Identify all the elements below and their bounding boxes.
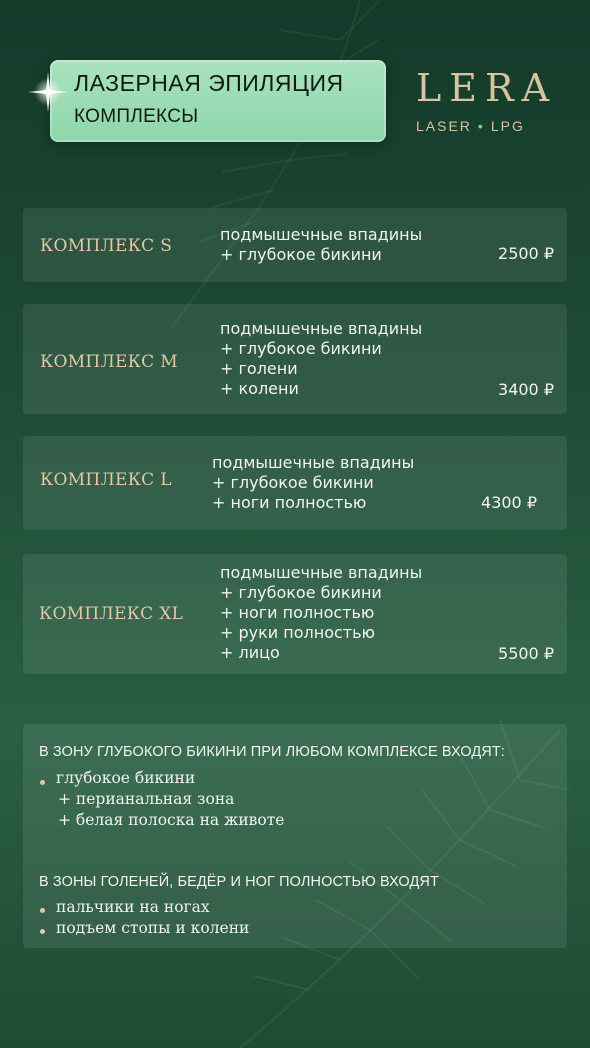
complex-zones: подмышечные впадины + глубокое бикини + ноги полностью — [212, 453, 415, 512]
complex-price: 4300 ₽ — [481, 493, 537, 512]
tagline-lpg: LPG — [490, 118, 525, 134]
complex-price: 5500 ₽ — [498, 644, 554, 663]
bikini-item: глубокое бикини — [56, 769, 196, 787]
brand-logo: LERA — [416, 66, 558, 110]
page-subtitle: КОМПЛЕКСЫ — [74, 106, 199, 127]
brand-tagline — [416, 118, 566, 134]
legs-item: пальчики на ногах — [56, 898, 210, 916]
page-title: ЛАЗЕРНАЯ ЭПИЛЯЦИЯ — [74, 70, 344, 96]
tagline-laser: LASER — [416, 118, 472, 134]
complex-name: КОМПЛЕКС M — [40, 352, 178, 372]
info-box — [23, 724, 567, 948]
bikini-subitem: + перианальная зона — [58, 790, 235, 808]
complex-name: КОМПЛЕКС S — [40, 236, 173, 256]
complex-zones: подмышечные впадины + глубокое бикини + ноги полностью + руки полностью + лицо — [220, 563, 423, 662]
bullet-icon — [40, 780, 45, 785]
complex-card-m — [23, 304, 567, 414]
complex-card-l — [23, 436, 567, 530]
bullet-icon — [40, 929, 45, 934]
complex-zones: подмышечные впадины + глубокое бикини — [220, 225, 423, 264]
complex-name: КОМПЛЕКС XL — [39, 604, 184, 624]
legs-heading: В ЗОНЫ ГОЛЕНЕЙ, БЕДЁР И НОГ ПОЛНОСТЬЮ ВХОДЯТ — [39, 874, 439, 890]
bikini-heading: В ЗОНУ ГЛУБОКОГО БИКИНИ ПРИ ЛЮБОМ КОМПЛЕКСЕ ВХОДЯТ: — [39, 744, 505, 760]
sparkle-icon — [26, 70, 70, 114]
bullet-icon — [40, 908, 45, 913]
complex-card-xl — [23, 554, 567, 674]
legs-item: подъем стопы и колени — [56, 919, 250, 937]
bikini-subitem: + белая полоска на животе — [58, 811, 285, 829]
complex-zones: подмышечные впадины + глубокое бикини + голени + колени — [220, 319, 423, 398]
complex-name: КОМПЛЕКС L — [40, 470, 172, 490]
header-badge — [50, 60, 386, 142]
tagline-separator: • — [477, 118, 485, 134]
complex-card-s — [23, 208, 567, 282]
complex-price: 2500 ₽ — [498, 244, 554, 263]
complex-price: 3400 ₽ — [498, 380, 554, 399]
